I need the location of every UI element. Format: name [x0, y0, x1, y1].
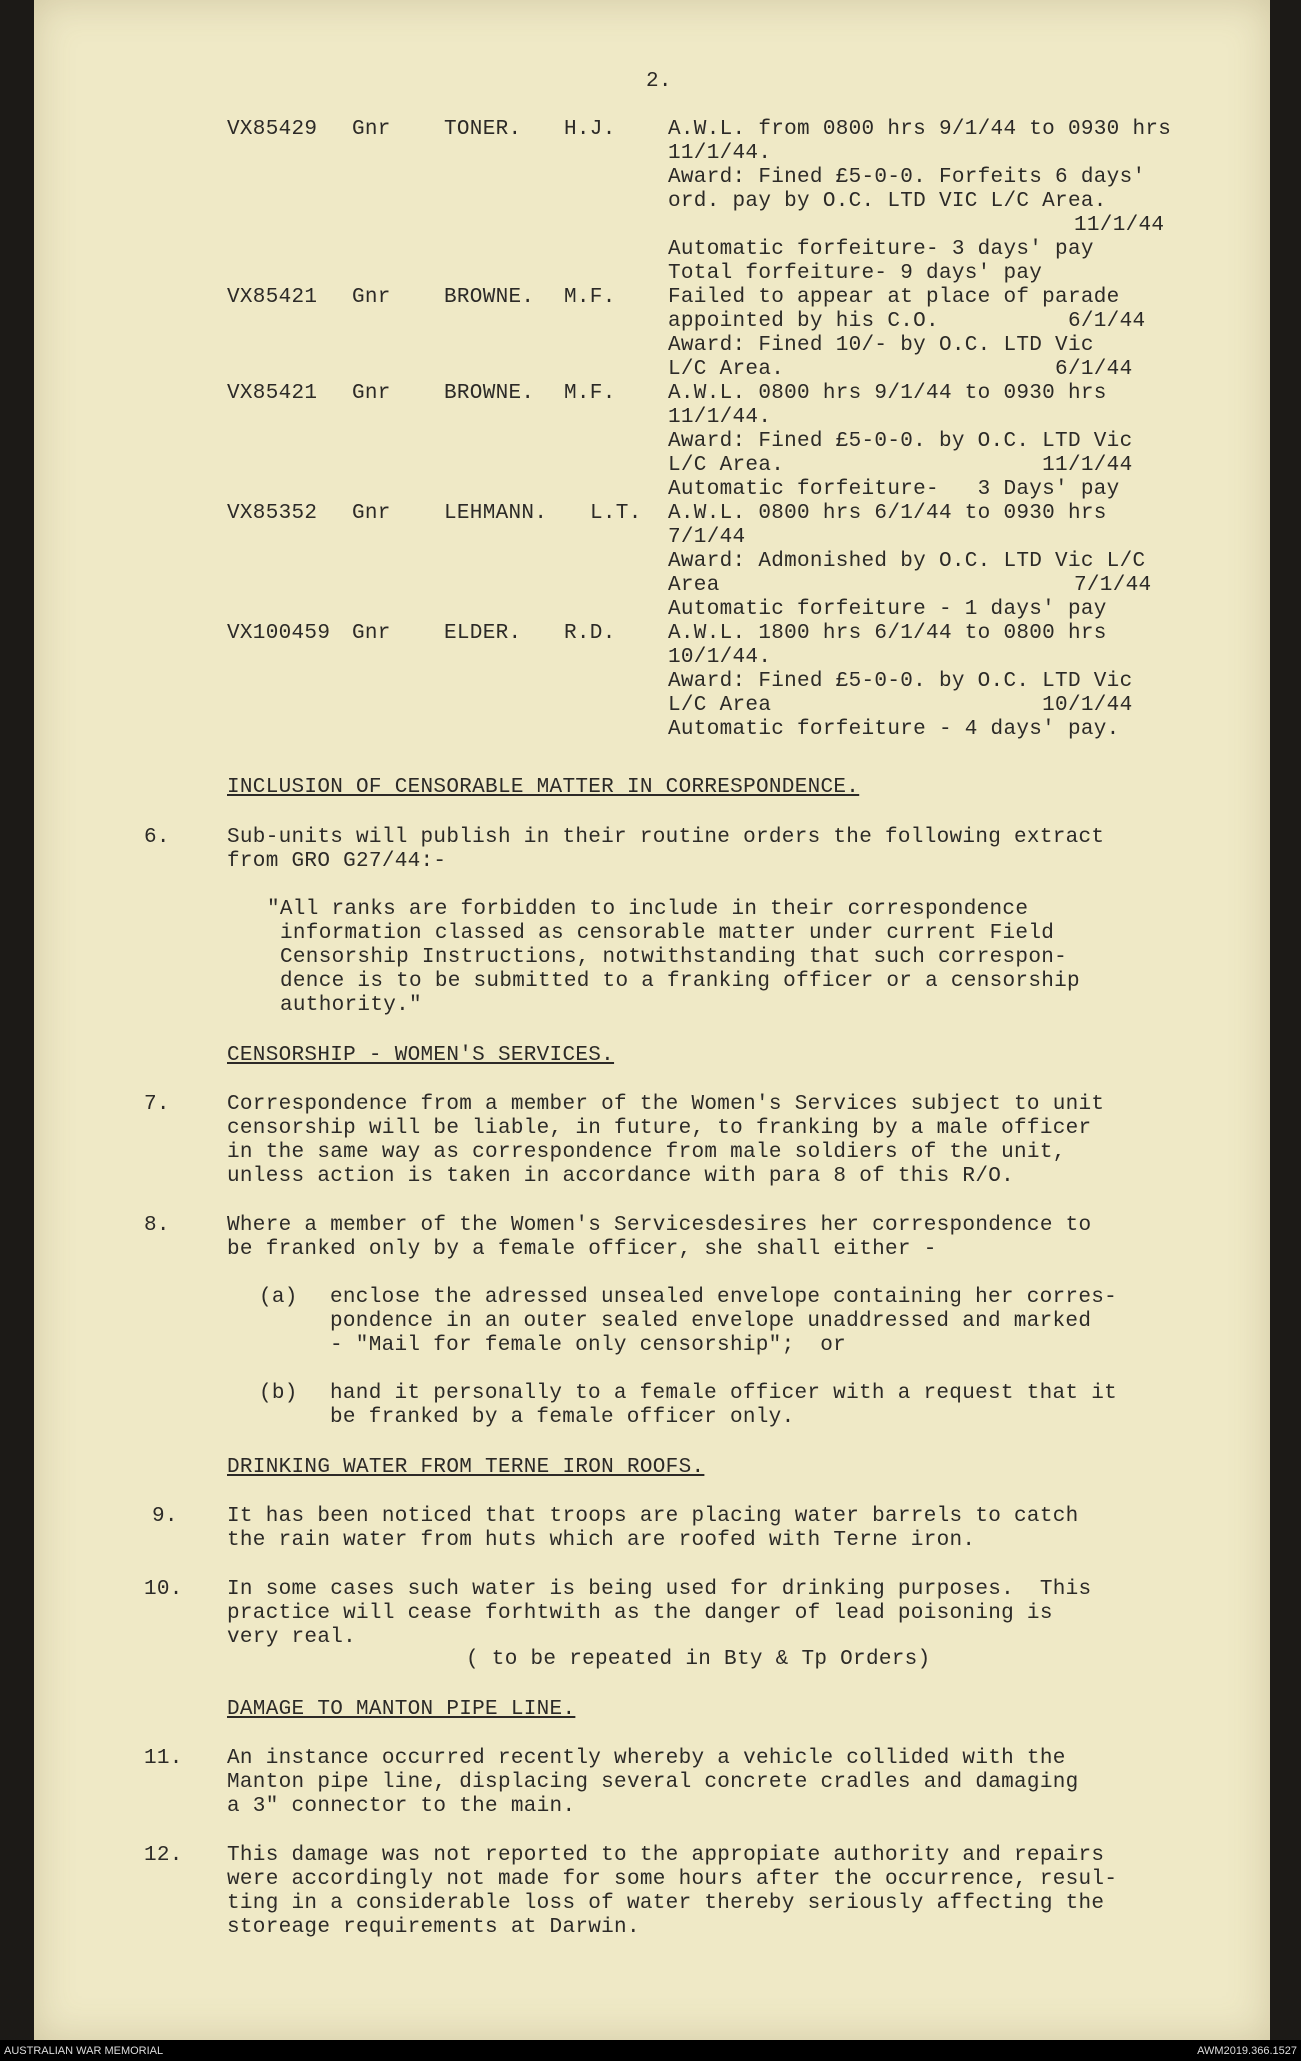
entry-line: Automatic forfeiture - 4 days' pay.: [668, 718, 1120, 741]
entry-line: Automatic forfeiture- 3 days' pay: [668, 238, 1094, 261]
paragraph-number: 11.: [144, 1747, 183, 1770]
paragraph-line: Correspondence from a member of the Women's Services subject to unit: [227, 1093, 1105, 1116]
entry-service-no: VX85421: [227, 286, 318, 309]
entry-service-no: VX85421: [227, 382, 318, 405]
archive-footer-left: AUSTRALIAN WAR MEMORIAL: [4, 2045, 164, 2057]
entry-rank: Gnr: [352, 382, 391, 405]
paragraph-number: 9.: [152, 1505, 178, 1528]
document-page: [34, 0, 1270, 2040]
archive-footer-right: AWM2019.366.1527: [1197, 2045, 1297, 2057]
paragraph-number: 8.: [144, 1214, 170, 1237]
paragraph-line: censorship will be liable, in future, to franking by a male officer: [227, 1117, 1092, 1140]
entry-line: Failed to appear at place of parade: [668, 286, 1120, 309]
entry-line: Award: Fined 10/- by O.C. LTD Vic: [668, 334, 1094, 357]
entry-name: TONER.: [444, 118, 522, 141]
entry-service-no: VX85352: [227, 502, 318, 525]
paragraph-line: An instance occurred recently whereby a vehicle collided with the: [227, 1747, 1066, 1770]
paragraph-number: 7.: [144, 1093, 170, 1116]
entry-rank: Gnr: [352, 622, 391, 645]
paragraph-line: unless action is taken in accordance with para 8 of this R/O.: [227, 1165, 1015, 1188]
paragraph-line: practice will cease forhtwith as the danger of lead poisoning is: [227, 1602, 1053, 1625]
entry-service-no: VX85429: [227, 118, 318, 141]
paragraph-number: 10.: [144, 1578, 183, 1601]
entry-line: appointed by his C.O. 6/1/44: [668, 310, 1146, 333]
entry-line: A.W.L. 1800 hrs 6/1/44 to 0800 hrs: [668, 622, 1107, 645]
paragraph-line: Sub-units will publish in their routine orders the following extract: [227, 826, 1105, 849]
entry-initials: L.T.: [590, 502, 642, 525]
entry-line: 7/1/44: [1074, 574, 1152, 597]
paragraph-number: 12.: [144, 1844, 183, 1867]
entry-initials: R.D.: [564, 622, 616, 645]
entry-line: ord. pay by O.C. LTD VIC L/C Area.: [668, 190, 1107, 213]
entry-line: L/C Area 10/1/44: [668, 694, 1133, 717]
subitem-line: - "Mail for female only censorship"; or: [330, 1334, 847, 1357]
entry-line: 10/1/44.: [668, 646, 772, 669]
quote-line: authority.": [280, 994, 422, 1017]
entry-line: Automatic forfeiture- 3 Days' pay: [668, 478, 1120, 501]
paragraph-line: were accordingly not made for some hours after the occurrence, resul-: [227, 1868, 1118, 1891]
subitem-line: pondence in an outer sealed envelope unaddressed and marked: [330, 1310, 1092, 1333]
entry-initials: M.F.: [564, 286, 616, 309]
entry-name: LEHMANN.: [444, 502, 548, 525]
entry-rank: Gnr: [352, 286, 391, 309]
paragraph-line: It has been noticed that troops are placing water barrels to catch: [227, 1505, 1079, 1528]
paragraph-line: a 3" connector to the main.: [227, 1795, 576, 1818]
entry-line: L/C Area. 11/1/44: [668, 454, 1133, 477]
paragraph-line: This damage was not reported to the appropiate authority and repairs: [227, 1844, 1105, 1867]
entry-initials: H.J.: [564, 118, 616, 141]
entry-line: 11/1/44: [1074, 214, 1165, 237]
subitem-label: (b): [259, 1382, 298, 1405]
entry-name: ELDER.: [444, 622, 522, 645]
page-number: 2.: [646, 70, 672, 93]
entry-line: A.W.L. 0800 hrs 9/1/44 to 0930 hrs: [668, 382, 1107, 405]
paragraph-line: ting in a considerable loss of water thereby seriously affecting the: [227, 1892, 1105, 1915]
paragraph-line: In some cases such water is being used for drinking purposes. This: [227, 1578, 1092, 1601]
paragraph-line: very real.: [227, 1626, 357, 1649]
repeat-note: ( to be repeated in Bty & Tp Orders): [466, 1648, 931, 1671]
paragraph-line: Where a member of the Women's Servicesdesires her correspondence to: [227, 1214, 1092, 1237]
entry-line: Award: Fined £5-0-0. by O.C. LTD Vic: [668, 430, 1133, 453]
entry-line: L/C Area. 6/1/44: [668, 358, 1133, 381]
paragraph-line: from GRO G27/44:-: [227, 850, 447, 873]
entry-line: A.W.L. from 0800 hrs 9/1/44 to 0930 hrs: [668, 118, 1172, 141]
quote-line: dence is to be submitted to a franking officer or a censorship: [280, 970, 1080, 993]
subitem-line: be franked by a female officer only.: [330, 1406, 795, 1429]
quote-line: information classed as censorable matter under current Field: [280, 922, 1055, 945]
entry-line: Automatic forfeiture - 1 days' pay: [668, 598, 1107, 621]
entry-line: A.W.L. 0800 hrs 6/1/44 to 0930 hrs: [668, 502, 1107, 525]
subitem-line: enclose the adressed unsealed envelope containing her corres-: [330, 1286, 1118, 1309]
entry-line: 11/1/44.: [668, 142, 772, 165]
paragraph-line: in the same way as correspondence from male soldiers of the unit,: [227, 1141, 1066, 1164]
entry-name: BROWNE.: [444, 286, 535, 309]
paragraph-line: storeage requirements at Darwin.: [227, 1916, 640, 1939]
subitem-label: (a): [259, 1286, 298, 1309]
entry-rank: Gnr: [352, 502, 391, 525]
entry-name: BROWNE.: [444, 382, 535, 405]
entry-service-no: VX100459: [227, 622, 331, 645]
entry-line: 11/1/44.: [668, 406, 772, 429]
paragraph-number: 6.: [144, 826, 170, 849]
archive-footer-bar: [0, 2040, 1301, 2061]
entry-line: Award: Fined £5-0-0. Forfeits 6 days': [668, 166, 1146, 189]
entry-rank: Gnr: [352, 118, 391, 141]
entry-line: Award: Admonished by O.C. LTD Vic L/C: [668, 550, 1146, 573]
subitem-line: hand it personally to a female officer with a request that it: [330, 1382, 1118, 1405]
quote-line: Censorship Instructions, notwithstanding that such correspon-: [280, 946, 1068, 969]
entry-line: Award: Fined £5-0-0. by O.C. LTD Vic: [668, 670, 1133, 693]
quote-line: "All ranks are forbidden to include in their correspondence: [267, 898, 1029, 921]
section-heading: INCLUSION OF CENSORABLE MATTER IN CORRESPONDENCE.: [227, 776, 860, 799]
paragraph-line: be franked only by a female officer, she shall either -: [227, 1238, 937, 1261]
section-heading: DRINKING WATER FROM TERNE IRON ROOFS.: [227, 1456, 705, 1479]
entry-initials: M.F.: [564, 382, 616, 405]
section-heading: DAMAGE TO MANTON PIPE LINE.: [227, 1698, 576, 1721]
paragraph-line: Manton pipe line, displacing several concrete cradles and damaging: [227, 1771, 1079, 1794]
section-heading: CENSORSHIP - WOMEN'S SERVICES.: [227, 1044, 615, 1067]
paragraph-line: the rain water from huts which are roofed with Terne iron.: [227, 1529, 976, 1552]
entry-line: Total forfeiture- 9 days' pay: [668, 262, 1043, 285]
entry-line: 7/1/44: [668, 526, 746, 549]
entry-line: Area: [668, 574, 720, 597]
